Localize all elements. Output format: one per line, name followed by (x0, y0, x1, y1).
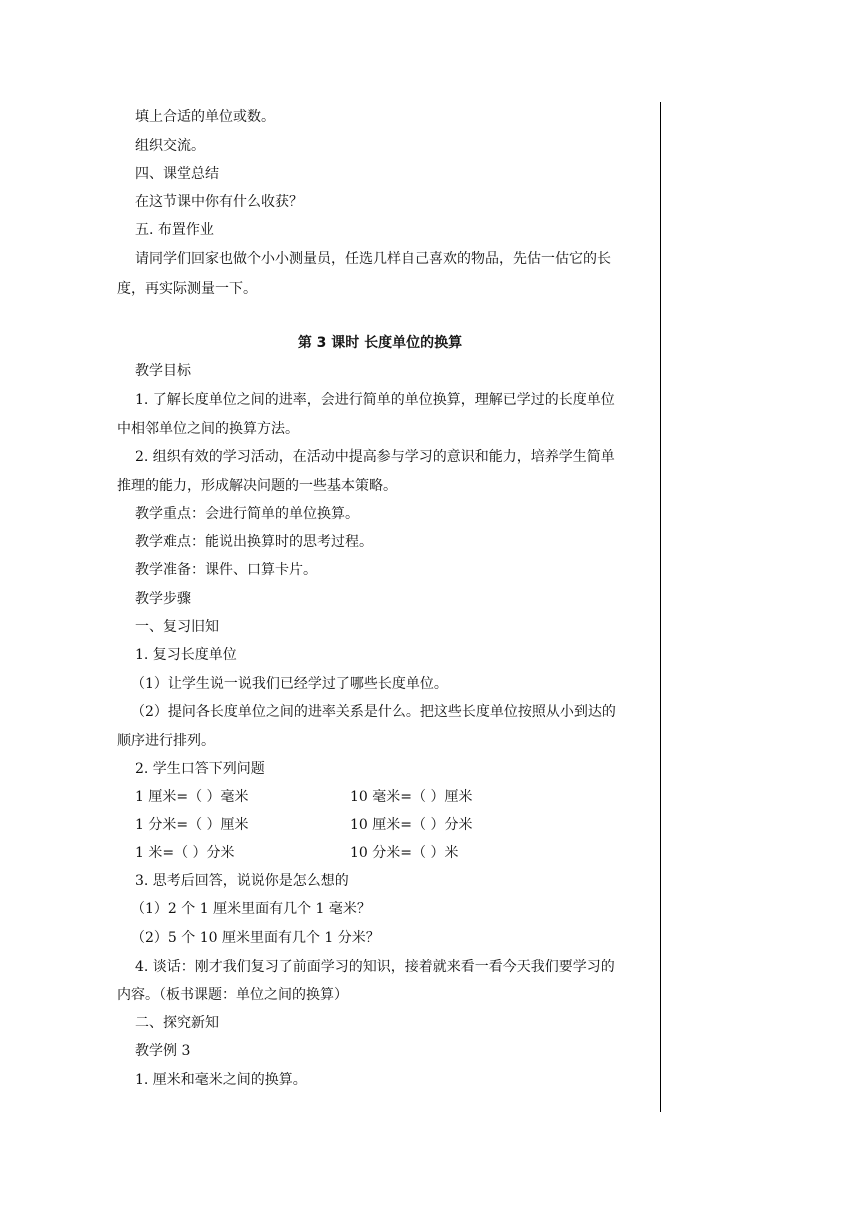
section-heading-review: 一、复习旧知 (135, 619, 219, 635)
section-heading-explore: 二、探究新知 (135, 1015, 219, 1031)
review-sub-2-line-1: （2）提问各长度单位之间的进率关系是什么。把这些长度单位按照从小到达的 (131, 704, 616, 720)
review-question-1: （1）2 个 1 厘米里面有几个 1 毫米？ (131, 901, 371, 917)
exercise-3: 1 分米=（ ）厘米 (135, 817, 249, 833)
review-item-4-line-2: 内容。（板书课题：单位之间的换算） (117, 987, 348, 1003)
exercise-1: 1 厘米=（ ）毫米 (135, 789, 249, 805)
text-line-5: 度，再实际测量一下。 (117, 281, 257, 297)
review-question-2: （2）5 个 10 厘米里面有几个 1 分米？ (131, 930, 380, 946)
review-item-1: 1. 复习长度单位 (135, 647, 237, 663)
text-line-1: 填上合适的单位或数。 (135, 109, 275, 125)
teaching-focus: 教学重点：会进行简单的单位换算。 (135, 506, 359, 522)
heading-objectives: 教学目标 (135, 363, 191, 379)
lesson-title: 第 3 课时 长度单位的换算 (297, 335, 463, 351)
text-line-4: 请同学们回家也做个小小测量员，任选几样自己喜欢的物品，先估一估它的长 (135, 251, 611, 267)
exercise-6: 10 分米=（ ）米 (350, 845, 459, 861)
example-heading: 教学例 3 (135, 1043, 191, 1059)
objective-2-line-1: 2. 组织有效的学习活动，在活动中提高参与学习的意识和能力，培养学生简单 (135, 449, 615, 465)
teaching-preparation: 教学准备：课件、口算卡片。 (135, 562, 317, 578)
review-sub-1: （1）让学生说一说我们已经学过了哪些长度单位。 (131, 676, 448, 692)
teaching-difficulty: 教学难点：能说出换算时的思考过程。 (135, 534, 373, 550)
section-heading-summary: 四、课堂总结 (135, 166, 219, 182)
review-sub-2-line-2: 顺序进行排列。 (117, 733, 215, 749)
heading-steps: 教学步骤 (135, 591, 191, 607)
review-item-3: 3. 思考后回答，说说你是怎么想的 (135, 873, 349, 889)
text-line-3: 在这节课中你有什么收获？ (135, 194, 303, 210)
exercise-2: 10 毫米=（ ）厘米 (350, 789, 473, 805)
table-right-border (660, 102, 661, 1112)
review-item-4-line-1: 4. 谈话：刚才我们复习了前面学习的知识，接着就来看一看今天我们要学习的 (135, 959, 615, 975)
exercise-4: 10 厘米=（ ）分米 (350, 817, 473, 833)
objective-1-line-1: 1. 了解长度单位之间的进率，会进行简单的单位换算，理解已学过的长度单位 (135, 392, 615, 408)
review-item-2: 2. 学生口答下列问题 (135, 761, 265, 777)
objective-2-line-2: 推理的能力，形成解决问题的一些基本策略。 (117, 478, 397, 494)
objective-1-line-2: 中相邻单位之间的换算方法。 (117, 421, 299, 437)
text-line-2: 组织交流。 (135, 138, 205, 154)
section-heading-homework: 五. 布置作业 (135, 222, 214, 238)
exercise-5: 1 米=（ ）分米 (135, 845, 235, 861)
explore-item-1: 1. 厘米和毫米之间的换算。 (135, 1072, 307, 1088)
